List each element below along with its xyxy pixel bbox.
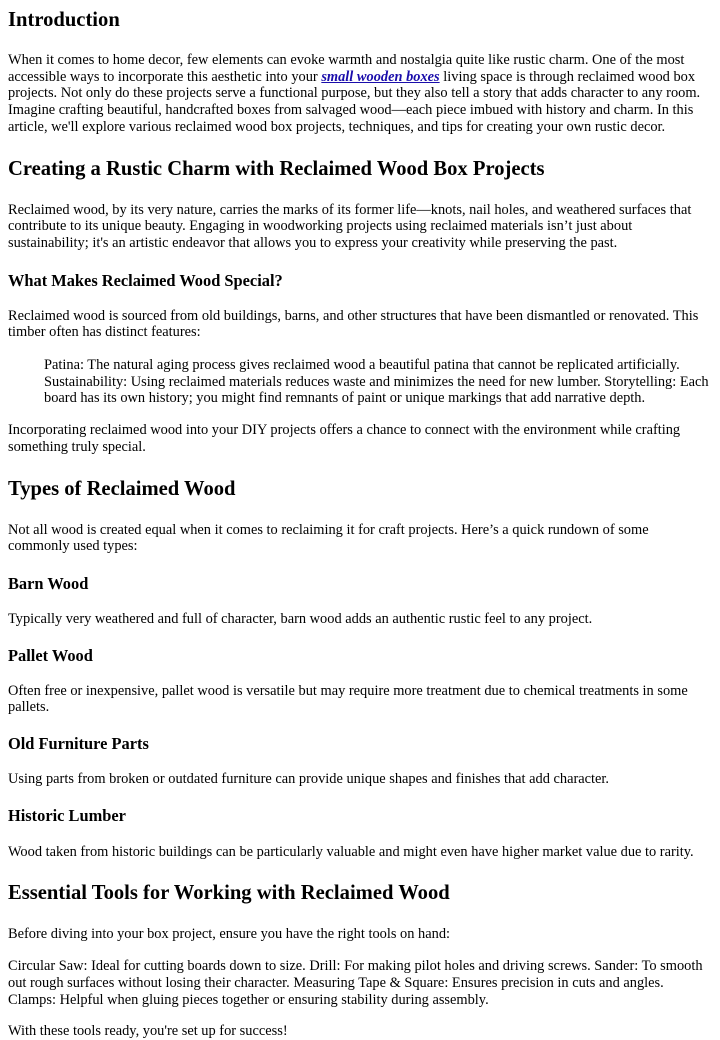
tools-list-paragraph: Circular Saw: Ideal for cutting boards down to size. Drill: For making pilot holes and driving screws. Sander: To smooth out rough surfaces without losing their character. Measuring Tape & Square: Ensures precision in cuts and angles. Clamps: Helpful when gluing pieces together or ensuring stability during assembly. [8, 958, 703, 1008]
reclaimed-special-paragraph: Reclaimed wood is sourced from old buildings, barns, and other structures that have been dismantled or renovated. This timber often has distinct features: [8, 307, 699, 341]
introduction-heading: Introduction [8, 9, 120, 31]
introduction-text-end: living space is through reclaimed wood box projects. Not only do these projects serve a functional purpose, but they also tell a story that adds character to any room. Imagine crafting beautiful, handcrafted boxes from salvaged wood—each piece imbued with history and charm. In this article, we'll explore various reclaimed wood box projects, techniques, and tips for creating your own rustic decor. [8, 68, 701, 135]
small-wooden-boxes-link[interactable]: small wooden boxes [321, 68, 440, 85]
barn-wood-paragraph: Typically very weathered and full of character, barn wood adds an authentic rustic feel to any project. [8, 610, 593, 627]
rustic-charm-paragraph: Reclaimed wood, by its very nature, carries the marks of its former life—knots, nail holes, and weathered surfaces that contribute to its unique beauty. Engaging in woodworking projects using reclaimed materials isn’t just about sustainability; it's an artistic endeavor that allows you to express your creativity while preserving the past. [8, 201, 692, 251]
pallet-wood-heading: Pallet Wood [8, 645, 93, 665]
historic-lumber-paragraph: Wood taken from historic buildings can be particularly valuable and might even have higher market value due to rarity. [8, 843, 694, 860]
rustic-charm-heading: Creating a Rustic Charm with Reclaimed Wood Box Projects [8, 157, 545, 180]
pallet-wood-paragraph: Often free or inexpensive, pallet wood is versatile but may require more treatment due to chemical treatments in some pallets. [8, 682, 688, 716]
article [0, 8, 720, 1040]
types-heading: Types of Reclaimed Wood [8, 477, 236, 500]
old-furniture-paragraph: Using parts from broken or outdated furniture can provide unique shapes and finishes that add character. [8, 771, 610, 788]
tools-heading: Essential Tools for Working with Reclaimed Wood [8, 882, 450, 905]
types-paragraph: Not all wood is created equal when it comes to reclaiming it for craft projects. Here’s a quick rundown of some commonly used types: [8, 521, 649, 555]
features-blockquote: Patina: The natural aging process gives reclaimed wood a beautiful patina that cannot be replicated artificially. Sustainability: Using reclaimed materials reduces waste and minimizes the need for new lumber. Storytelling: Each board has its own history; you might find remnants of paint or unique markings that add narrative depth. [44, 357, 709, 407]
tools-closing-paragraph: With these tools ready, you're set up for success! [8, 1023, 288, 1040]
old-furniture-heading: Old Furniture Parts [8, 734, 149, 754]
introduction-paragraph [8, 52, 712, 136]
incorporating-paragraph: Incorporating reclaimed wood into your DIY projects offers a chance to connect with the environment while crafting something truly special. [8, 422, 681, 455]
historic-lumber-heading: Historic Lumber [8, 805, 126, 825]
reclaimed-special-heading: What Makes Reclaimed Wood Special? [8, 270, 283, 290]
tools-intro-paragraph: Before diving into your box project, ensure you have the right tools on hand: [8, 926, 451, 943]
introduction-text-start: When it comes to home decor, few elements can evoke warmth and nostalgia quite like rustic charm. One of the most accessible ways to incorporate this aesthetic into your [8, 52, 685, 85]
barn-wood-heading: Barn Wood [8, 573, 89, 593]
